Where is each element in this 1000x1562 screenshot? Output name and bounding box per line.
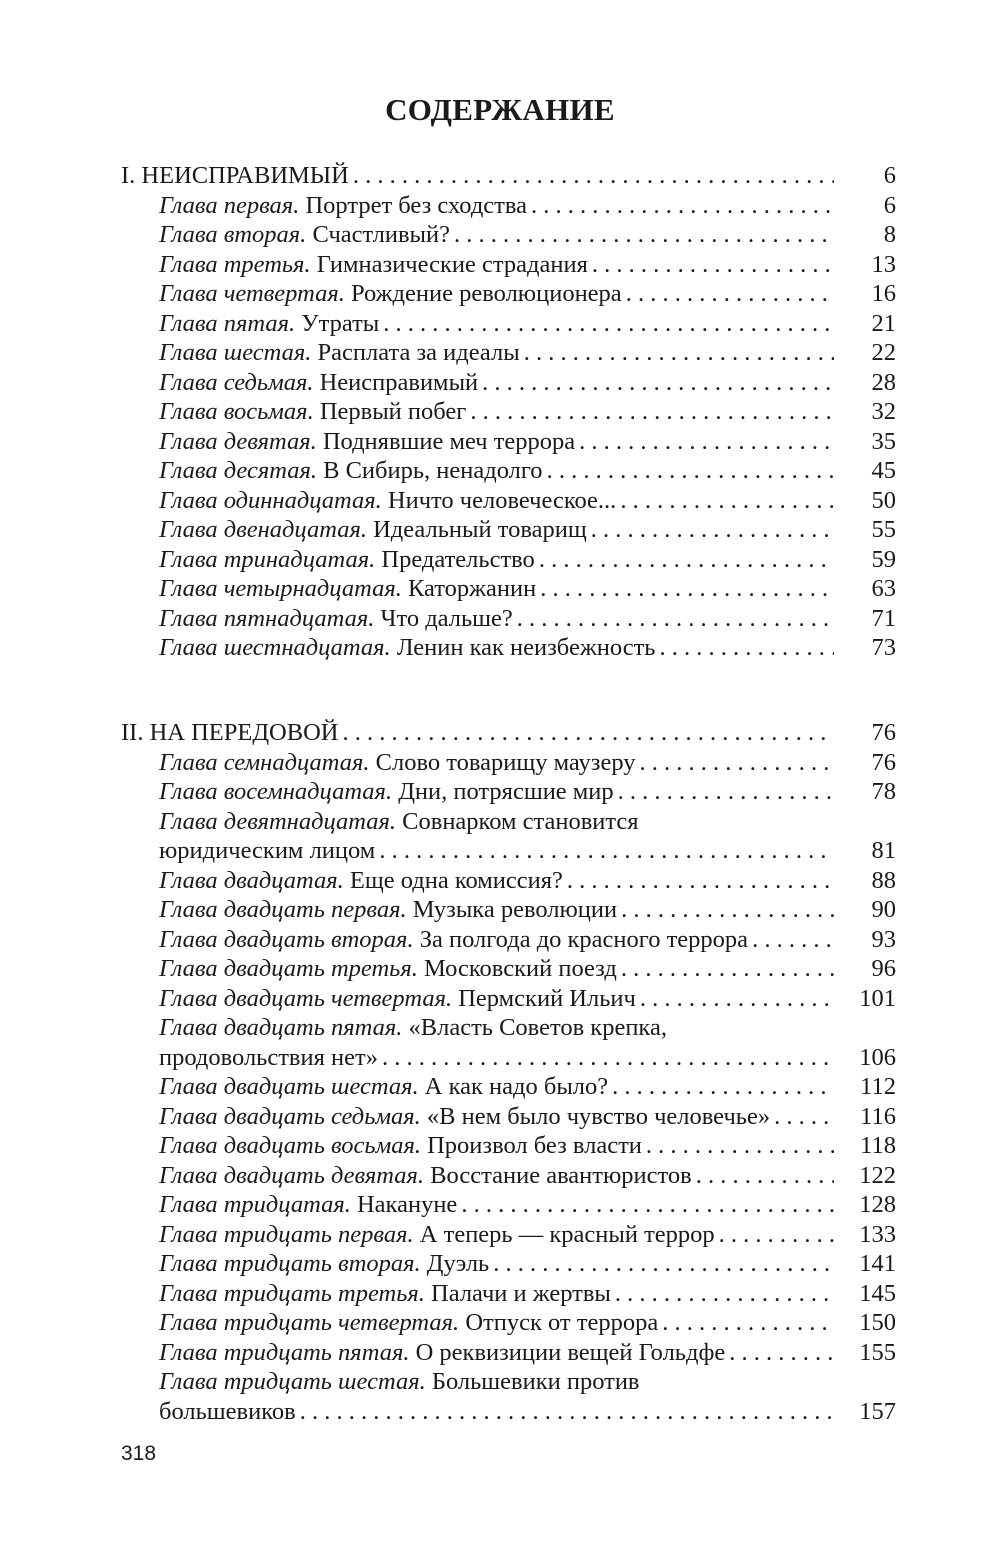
chapter-name-continued: продовольствия нет»: [159, 1043, 378, 1071]
entry-page: 6: [883, 191, 896, 219]
dot-leader: [524, 338, 834, 368]
dot-leader: [531, 191, 834, 221]
entry-title: [159, 866, 563, 896]
toc-entry: [121, 1279, 896, 1309]
entry-title: [159, 397, 466, 427]
toc-entry: [121, 633, 896, 663]
chapter-prefix: Глава двадцать девятая.: [159, 1161, 425, 1189]
entry-page: 16: [871, 280, 896, 307]
chapter-prefix: Глава двадцать первая.: [159, 896, 407, 923]
page-title: СОДЕРЖАНИЕ: [385, 92, 615, 127]
chapter-name: Еще одна комиссия?: [343, 866, 563, 894]
chapter-name: Московский поезд: [417, 955, 617, 982]
chapter-prefix: Глава двадцать пятая.: [159, 1014, 403, 1041]
dot-leader: [621, 954, 834, 984]
chapter-prefix: Глава тридцать четвертая.: [159, 1309, 460, 1336]
chapter-name: Совнарком становится: [396, 807, 639, 835]
entry-title: [159, 1161, 692, 1191]
entry-page: 59: [871, 545, 896, 573]
entry-page: 21: [871, 309, 896, 337]
dot-leader: [659, 633, 834, 663]
dot-leader: [612, 1072, 834, 1102]
dot-leader: [300, 1397, 834, 1427]
toc-entry: [121, 515, 896, 545]
toc-entry: [121, 1308, 896, 1338]
entry-title: [159, 1013, 667, 1043]
entry-page: 93: [871, 925, 896, 953]
entry-page: 8: [883, 221, 896, 248]
chapter-prefix: Глава семнадцатая.: [159, 748, 370, 776]
toc-entry: [121, 279, 896, 309]
dot-leader: [621, 895, 834, 925]
toc-entry: [121, 220, 896, 250]
chapter-name: Что дальше?: [374, 604, 513, 632]
toc-entry: [121, 925, 896, 955]
toc-entry: [121, 1338, 896, 1368]
chapter-prefix: Глава восемнадцатая.: [159, 778, 393, 805]
part-page: 76: [871, 719, 896, 746]
part-label: II. НА ПЕРЕДОВОЙ: [121, 719, 339, 746]
dot-leader: [579, 427, 834, 457]
dot-leader: [752, 925, 834, 955]
chapter-prefix: Глава первая.: [159, 191, 300, 219]
toc-entry: [121, 368, 896, 398]
toc-entry: [121, 604, 896, 634]
chapter-name: О реквизиции вещей Гольдфе: [409, 1338, 726, 1366]
chapter-prefix: Глава девятая.: [159, 427, 317, 455]
entry-title: [159, 545, 535, 575]
dot-leader: [696, 1161, 834, 1191]
dot-leader: [729, 1338, 834, 1368]
chapter-prefix: Глава двадцать седьмая.: [159, 1102, 421, 1130]
dot-leader: [640, 748, 834, 778]
toc-entry: [121, 1102, 896, 1132]
dot-leader: [640, 984, 834, 1014]
dot-leader: [383, 309, 834, 339]
entry-page: 128: [859, 1191, 896, 1218]
chapter-name: Счастливый?: [306, 221, 450, 248]
toc-entry-continuation: [121, 836, 896, 866]
chapter-name: А теперь — красный террор: [413, 1220, 715, 1248]
chapter-prefix: Глава четвертая.: [159, 280, 345, 307]
entry-title: [159, 1367, 640, 1397]
toc-entry: [121, 309, 896, 339]
entry-page: 145: [859, 1279, 896, 1307]
chapter-name: Гимназические страдания: [310, 250, 588, 278]
dot-leader: [353, 161, 834, 191]
chapter-prefix: Глава девятнадцатая.: [159, 807, 397, 835]
dot-leader: [591, 515, 834, 545]
dot-leader: [342, 718, 834, 748]
dot-leader: [615, 1279, 834, 1309]
toc-entry-continuation: [121, 1043, 896, 1073]
chapter-prefix: Глава тридцатая.: [159, 1191, 351, 1218]
chapter-name: Музыка революции: [406, 896, 618, 923]
entry-page: 50: [871, 486, 896, 514]
toc-entry: [121, 1072, 896, 1102]
toc-entry: [121, 397, 896, 427]
entry-title: [159, 574, 536, 604]
toc-entry: [121, 807, 896, 837]
chapter-name: Произвол без власти: [420, 1132, 642, 1159]
toc-entry: [121, 1161, 896, 1191]
dot-leader: [662, 1308, 834, 1338]
chapter-name-continued: юридическим лицом: [159, 837, 376, 864]
chapter-name: Пермский Ильич: [452, 984, 636, 1012]
chapter-prefix: Глава шестая.: [159, 339, 312, 366]
toc-entry: [121, 1367, 896, 1397]
entry-title: [159, 427, 575, 457]
entry-title: [159, 338, 520, 368]
entry-page: 133: [859, 1220, 896, 1248]
part-heading: [121, 718, 896, 748]
chapter-prefix: Глава пятнадцатая.: [159, 604, 375, 632]
entry-page: 150: [859, 1309, 896, 1336]
toc-entry: [121, 545, 896, 575]
chapter-name: Накануне: [350, 1191, 458, 1218]
chapter-prefix: Глава шестнадцатая.: [159, 634, 391, 661]
page-number: 318: [121, 1442, 157, 1465]
entry-page: 141: [859, 1250, 896, 1277]
entry-page: 101: [859, 984, 896, 1012]
entry-title: [159, 368, 478, 398]
chapter-name: А как надо было?: [418, 1073, 609, 1100]
entry-title: [159, 220, 450, 250]
part-label: I. НЕИСПРАВИМЫЙ: [121, 162, 349, 189]
toc-entry: [121, 1190, 896, 1220]
toc-entry: [121, 456, 896, 486]
toc-entry: [121, 427, 896, 457]
chapter-name: Палачи и жертвы: [424, 1279, 611, 1307]
chapter-name: Каторжанин: [401, 575, 537, 602]
entry-page: 32: [871, 398, 896, 425]
entry-title: [159, 895, 617, 925]
toc-entry: [121, 574, 896, 604]
toc-entry: [121, 1131, 896, 1161]
entry-title: [159, 633, 655, 663]
entry-page: 88: [871, 866, 896, 894]
dot-leader: [592, 250, 834, 280]
dot-leader: [618, 777, 834, 807]
entry-page: 35: [871, 427, 896, 455]
toc-entry: [121, 984, 896, 1014]
entry-title: [159, 925, 748, 955]
chapter-name: Дни, потрясшие мир: [392, 778, 614, 805]
chapter-prefix: Глава двадцать четвертая.: [159, 984, 453, 1012]
part-page: 6: [883, 162, 896, 189]
chapter-list: [121, 748, 896, 1427]
chapter-prefix: Глава вторая.: [159, 221, 307, 248]
chapter-name: Портрет без сходства: [299, 191, 527, 219]
entry-title: [159, 456, 543, 486]
toc-part-1: [121, 161, 896, 663]
chapter-prefix: Глава четырнадцатая.: [159, 575, 402, 602]
dot-leader: [382, 1043, 834, 1073]
toc-entry: [121, 486, 896, 516]
entry-page: 116: [860, 1102, 896, 1130]
chapter-name: «Власть Советов крепка,: [402, 1014, 667, 1041]
entry-title: [159, 1190, 457, 1220]
chapter-name: Предательство: [375, 545, 535, 573]
chapter-name: Слово товарищу маузеру: [369, 748, 636, 776]
dot-leader: [719, 1220, 834, 1250]
chapter-name: В Сибирь, ненадолго: [316, 457, 543, 484]
toc-part-2: [121, 718, 896, 1426]
dot-leader: [461, 1190, 834, 1220]
chapter-name: За полгода до красного террора: [413, 925, 749, 953]
chapter-name: Ленин как неизбежность: [390, 634, 656, 661]
dot-leader: [493, 1249, 834, 1279]
dot-leader: [470, 397, 834, 427]
entry-page: 78: [871, 778, 896, 805]
dot-leader: [626, 279, 834, 309]
entry-page: 118: [860, 1132, 896, 1159]
dot-leader: [620, 486, 834, 516]
entry-title: [159, 1279, 611, 1309]
entry-page: 96: [871, 955, 896, 982]
chapter-prefix: Глава пятая.: [159, 309, 296, 337]
entry-page: 155: [859, 1338, 896, 1366]
entry-page: 45: [871, 457, 896, 484]
chapter-prefix: Глава тридцать вторая.: [159, 1250, 421, 1277]
entry-title: [159, 1131, 642, 1161]
chapter-name: Отпуск от террора: [459, 1309, 659, 1336]
dot-leader: [454, 220, 834, 250]
chapter-prefix: Глава двадцатая.: [159, 866, 344, 894]
entry-title: [159, 1102, 770, 1132]
chapter-name: Поднявшие меч террора: [316, 427, 576, 455]
chapter-name: Расплата за идеалы: [311, 339, 520, 366]
entry-page: 81: [871, 837, 896, 864]
entry-page: 73: [871, 634, 896, 661]
chapter-name: Дуэль: [420, 1250, 490, 1277]
toc-entry: [121, 1249, 896, 1279]
entry-title: [159, 1072, 608, 1102]
entry-page: 63: [871, 575, 896, 602]
chapter-prefix: Глава двенадцатая.: [159, 516, 367, 543]
entry-page: 106: [859, 1043, 896, 1071]
chapter-name: Неисправимый: [313, 368, 479, 396]
dot-leader: [517, 604, 834, 634]
chapter-list: [121, 191, 896, 663]
chapter-prefix: Глава тринадцатая.: [159, 545, 376, 573]
toc-entry: [121, 748, 896, 778]
chapter-name: Большевики против: [425, 1368, 640, 1395]
entry-page: 112: [860, 1073, 896, 1100]
dot-leader: [774, 1102, 834, 1132]
chapter-prefix: Глава двадцать восьмая.: [159, 1132, 421, 1159]
entry-page: 28: [871, 368, 896, 396]
entry-title: [159, 486, 616, 516]
chapter-prefix: Глава третья.: [159, 250, 311, 278]
entry-title: [159, 984, 636, 1014]
chapter-prefix: Глава двадцать шестая.: [159, 1073, 419, 1100]
toc-entry: [121, 1013, 896, 1043]
entry-title: [159, 1220, 715, 1250]
entry-page: 76: [871, 748, 896, 776]
toc-entry: [121, 866, 896, 896]
entry-page: 157: [859, 1397, 896, 1425]
entry-page: 55: [871, 516, 896, 543]
toc-entry: [121, 250, 896, 280]
entry-title: [159, 1338, 725, 1368]
entry-title: [159, 191, 527, 221]
chapter-name-continued: большевиков: [159, 1397, 296, 1425]
entry-title: [159, 954, 617, 984]
entry-title: [159, 250, 588, 280]
entry-page: 22: [871, 339, 896, 366]
entry-title: [159, 604, 513, 634]
entry-title: [159, 515, 587, 545]
chapter-name: Первый побег: [313, 398, 467, 425]
chapter-name: Идеальный товарищ: [366, 516, 587, 543]
chapter-prefix: Глава десятая.: [159, 457, 317, 484]
chapter-prefix: Глава двадцать третья.: [159, 955, 418, 982]
toc-entry: [121, 777, 896, 807]
dot-leader: [379, 836, 834, 866]
entry-title: [159, 748, 636, 778]
chapter-prefix: Глава тридцать пятая.: [159, 1338, 410, 1366]
entry-page: 122: [859, 1161, 896, 1189]
toc-entry: [121, 895, 896, 925]
chapter-prefix: Глава седьмая.: [159, 368, 314, 396]
entry-page: 90: [871, 896, 896, 923]
chapter-prefix: Глава восьмая.: [159, 398, 314, 425]
entry-title: [159, 777, 614, 807]
toc-entry-continuation: [121, 1397, 896, 1427]
entry-page: 13: [871, 250, 896, 278]
entry-title: [159, 807, 639, 837]
chapter-prefix: Глава тридцать первая.: [159, 1220, 414, 1248]
dot-leader: [539, 545, 834, 575]
chapter-name: Ничто человеческое...: [381, 486, 617, 514]
dot-leader: [646, 1131, 834, 1161]
dot-leader: [567, 866, 834, 896]
chapter-prefix: Глава тридцать шестая.: [159, 1368, 426, 1395]
chapter-name: Рождение революционера: [344, 280, 622, 307]
toc-entry: [121, 338, 896, 368]
entry-title: [159, 1249, 489, 1279]
toc-entry: [121, 191, 896, 221]
dot-leader: [482, 368, 834, 398]
chapter-prefix: Глава двадцать вторая.: [159, 925, 414, 953]
chapter-prefix: Глава тридцать третья.: [159, 1279, 425, 1307]
chapter-name: Восстание авантюристов: [424, 1161, 692, 1189]
entry-title: [159, 279, 622, 309]
chapter-name: Утраты: [295, 309, 380, 337]
chapter-prefix: Глава одиннадцатая.: [159, 486, 382, 514]
entry-title: [159, 1308, 658, 1338]
chapter-name: «В нем было чувство человечье»: [420, 1102, 771, 1130]
entry-title: [159, 309, 379, 339]
entry-page: 71: [871, 604, 896, 632]
part-heading: [121, 161, 896, 191]
toc-entry: [121, 954, 896, 984]
toc-entry: [121, 1220, 896, 1250]
dot-leader: [540, 574, 834, 604]
dot-leader: [547, 456, 834, 486]
